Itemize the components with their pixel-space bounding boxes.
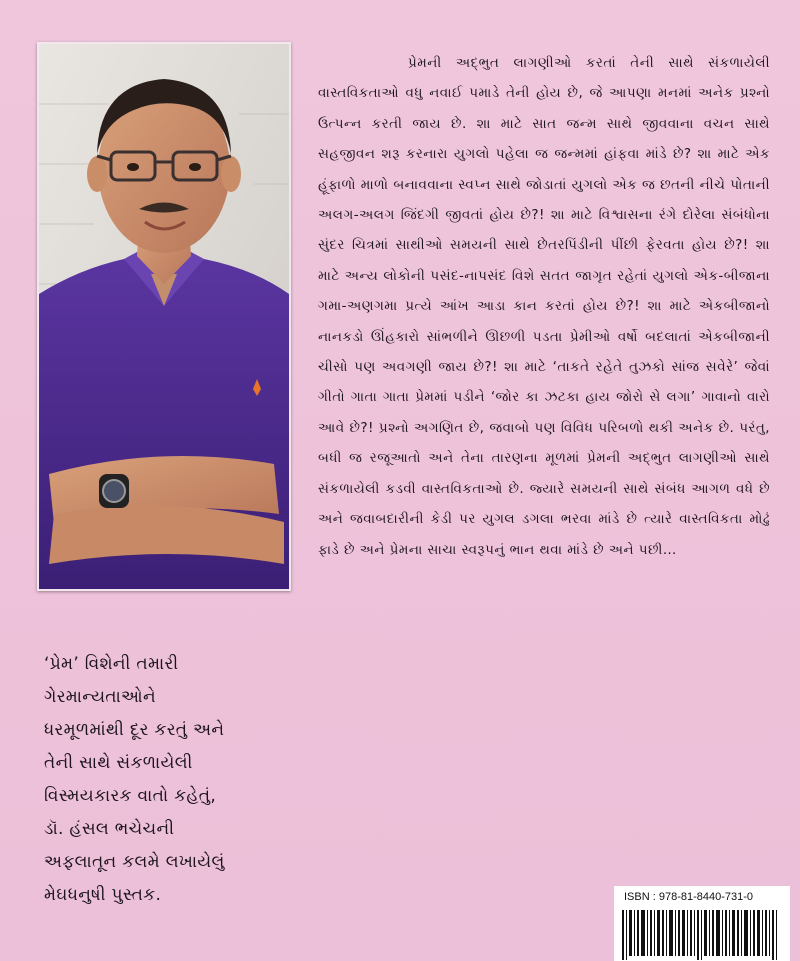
blurb-line: ધરમૂળમાંથી દૂર કરતું અને <box>44 720 225 740</box>
blurb-line: અફલાતૂન કલમે લખાયેલું <box>44 852 225 872</box>
book-blurb <box>44 648 314 912</box>
description-paragraph: પ્રેમની અદ્‌ભુત લાગણીઓ કરતાં તેની સાથે સંકળાયેલી વાસ્તવિકતાઓ વધુ નવાઈ પમાડે તેની હોય છે, જે આપણા મનમાં અનેક પ્રશ્નો ઉત્પન્ન કરતી જાય છે. શા માટે સાત જન્મ સાથે જીવવાના વચન સાથે સહજીવન શરૂ કરનારા યુગલો પહેલા જ જન્મમાં હાંફવા માંડે છે? શા માટે એક હૂંફાળો માળો બનાવવાના સ્વપ્ન સાથે જોડાતાં યુગલો એક જ છતની નીચે પોતાની અલગ-અલગ જિંદગી જીવતાં હોય છે?! શા માટે વિશ્વાસના રંગે દોરેલા સંબંધોના સુંદર ચિત્રમાં સાથીઓ સમયની સાથે છેતરપિંડીની પીંછી ફેરવતા હોય છે?! શા માટે અન્ય લોકોની પસંદ-નાપસંદ વિશે સતત જાગૃત રહેતાં યુગલો એક-બીજાના ગમા-અણગમા પ્રત્યે આંખ આડા કાન કરતાં હોય છે?! શા માટે એકબીજાનો નાનકડો ઊંહકારો સાંભળીને ઊછળી પડતા પ્રેમીઓ વર્ષો બદલાતાં એકબીજાની ચીસો પણ અવગણી જાય છે?! શા માટે ‘તાકતે રહેતે તુઝકો સાંજ સવેરે’ જેવાં ગીતો ગાતા ગાતા પ્રેમમાં પડીને ‘જોર કા ઝટકા હાય જોરો સે લગા’ ગાવાનો વારો આવે છે?! પ્રશ્નો અગણિત છે, જવાબો પણ વિવિધ પરિબળો થકી અનેક છે. પરંતુ, બધી જ રજૂઆતો અને તેના તારણના મૂળમાં પ્રેમની અદ્‌ભુત લાગણીઓ સાથે સંકળાયેલી કડવી વાસ્તવિકતાઓ છે. જ્યારે સમયની સાથે સંબંધ આગળ વધે છે અને જવાબદારીની કેડી પર યુગલ ડગલા ભરવા માંડે છે ત્યારે વાસ્તવિકતા મોઢું ફાડે છે અને પ્રેમના સાચા સ્વરૂપનું ભાન થવા માંડે છે અને પછી… <box>318 55 770 558</box>
blurb-line: ‘પ્રેમ’ વિશેની તમારી <box>44 654 179 674</box>
author-portrait-illustration <box>39 44 289 589</box>
blurb-line: વિસ્મયકારક વાતો કહેતું, <box>44 786 217 806</box>
book-description <box>318 48 770 565</box>
blurb-line: ગેરમાન્યતાઓને <box>44 687 156 707</box>
isbn-barcode-box <box>614 886 790 961</box>
blurb-line: ડૉ. હંસલ ભચેચની <box>44 819 175 839</box>
blurb-line: મેઘધનુષી પુસ્તક. <box>44 885 162 905</box>
isbn-label: ISBN : 978-81-8440-731-0 <box>624 891 754 903</box>
author-photo <box>37 42 291 591</box>
blurb-line: તેની સાથે સંકળાયેલી <box>44 753 193 773</box>
barcode-icon <box>622 910 782 960</box>
